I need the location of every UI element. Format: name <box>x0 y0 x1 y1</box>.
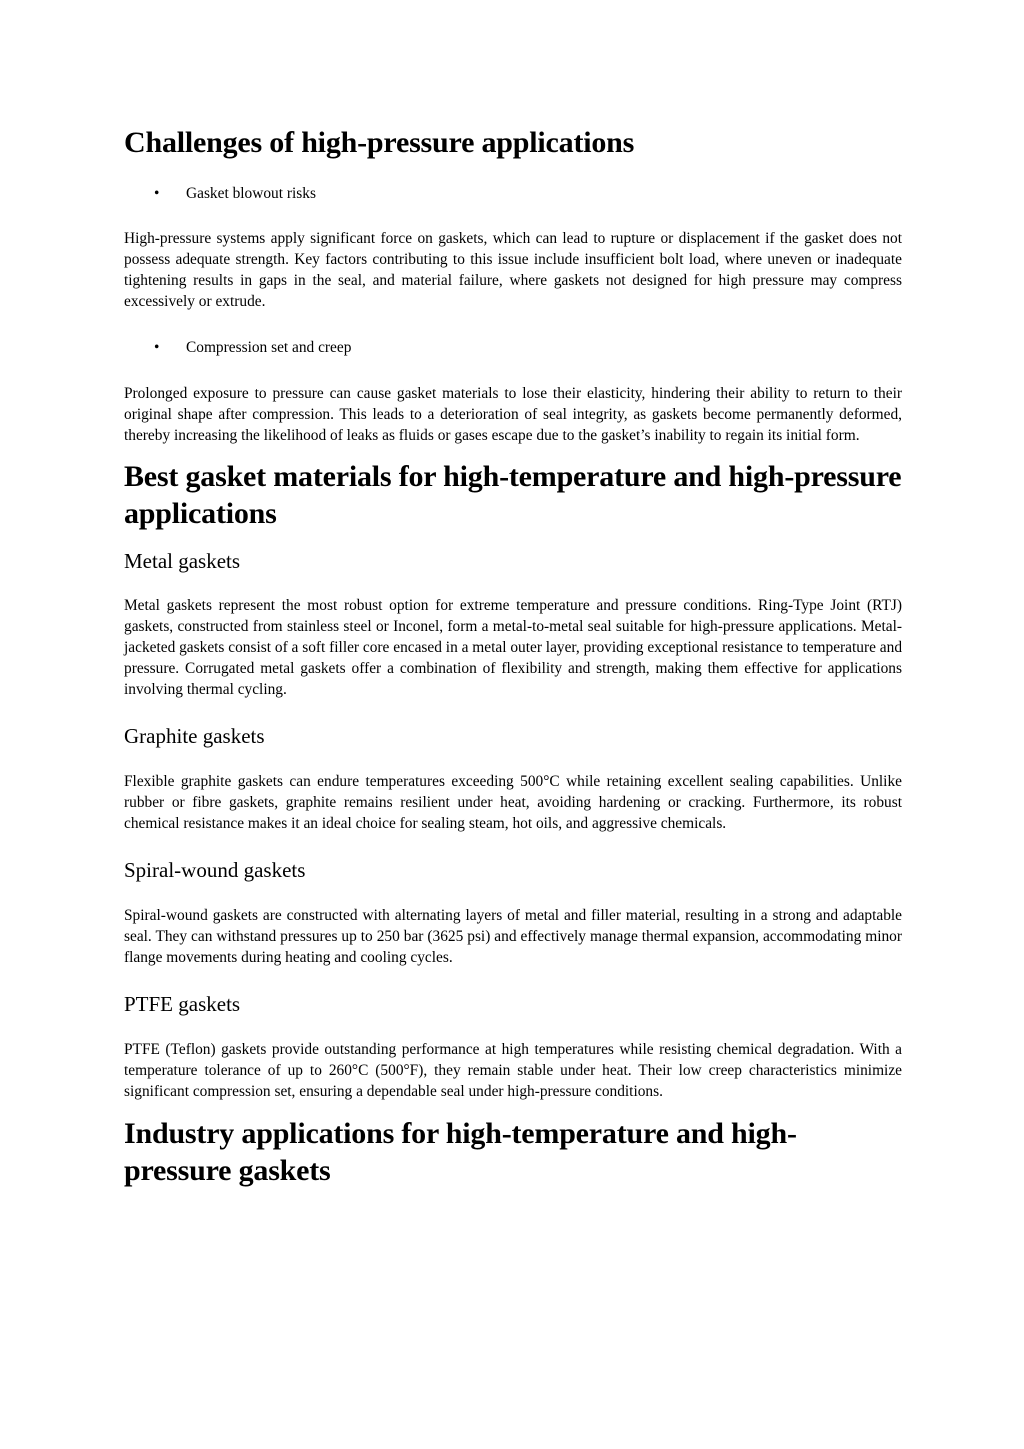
bullet-gasket-blowout-risks: • Gasket blowout risks <box>124 183 902 204</box>
subheading-ptfe-gaskets: PTFE gaskets <box>124 992 241 1016</box>
bullet-compression-set-creep: • Compression set and creep <box>124 337 902 358</box>
paragraph-metal-gaskets: Metal gaskets represent the most robust option for extreme temperature and pressure conditions. Ring-Type Joint (RTJ) gaskets, constructed from stainless steel or Inconel, form a metal-to-metal seal suitable for high-pressure applications. Metal-jacketed gaskets consist of a soft filler core encased in a metal outer layer, providing exceptional resistance to temperature and pressure. Corrugated metal gaskets offer a combination of flexibility and strength, making them effective for applications involving thermal cycling. <box>124 597 903 698</box>
document-page <box>124 124 902 1189</box>
subheading-graphite-gaskets: Graphite gaskets <box>124 724 265 748</box>
subheading-spiral-wound-gaskets: Spiral-wound gaskets <box>124 858 306 882</box>
paragraph-spiral-wound-gaskets: Spiral-wound gaskets are constructed with alternating layers of metal and filler material, resulting in a strong and adaptable seal. They can withstand pressures up to 250 bar (3625 psi) and effectively manage thermal expansion, accommodating minor flange movements during heating and cooling cycles. <box>124 907 902 966</box>
paragraph-compression-set: Prolonged exposure to pressure can cause gasket materials to lose their elasticity, hindering their ability to return to their original shape after compression. This leads to a deterioration of seal integrity, as gaskets become permanently deformed, thereby increasing the likelihood of leaks as fluids or gases escape due to the gasket’s inability to regain its initial form. <box>124 385 902 444</box>
heading-industry-applications: Industry applications for high-temperature and high-pressure gaskets <box>124 1117 797 1187</box>
subheading-metal-gaskets: Metal gaskets <box>124 549 241 573</box>
paragraph-blowout-risks: High-pressure systems apply significant force on gaskets, which can lead to rupture or displacement if the gasket does not possess adequate strength. Key factors contributing to this issue include insufficient bolt load, where uneven or inadequate tightening results in gaps in the seal, and material failure, where gaskets not designed for high pressure may compress excessively or extrude. <box>124 230 902 310</box>
heading-best-materials: Best gasket materials for high-temperature and high-pressure applications <box>124 460 902 530</box>
paragraph-graphite-gaskets: Flexible graphite gaskets can endure temperatures exceeding 500°C while retaining excellent sealing capabilities. Unlike rubber or fibre gaskets, graphite remains resilient under heat, avoiding hardening or cracking. Furthermore, its robust chemical resistance makes it an ideal choice for sealing steam, hot oils, and aggressive chemicals. <box>124 773 902 832</box>
paragraph-ptfe-gaskets: PTFE (Teflon) gaskets provide outstanding performance at high temperatures while resisting chemical degradation. With a temperature tolerance of up to 260°C (500°F), they remain stable under heat. Their low creep characteristics minimize significant compression set, ensuring a dependable seal under high-pressure conditions. <box>124 1041 902 1100</box>
heading-challenges: Challenges of high-pressure applications <box>124 126 635 159</box>
